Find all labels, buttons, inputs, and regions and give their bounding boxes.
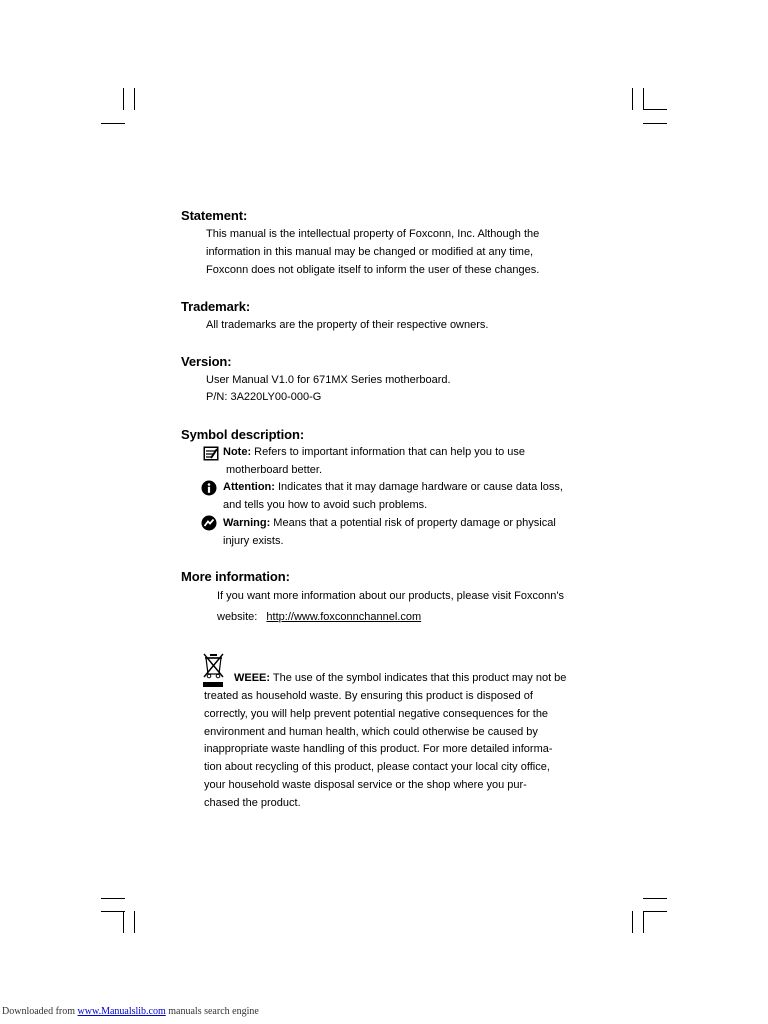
crop-mark <box>632 911 633 933</box>
weee-line: inappropriate waste handling of this product. For more detailed informa- <box>204 743 553 755</box>
crop-mark <box>643 88 644 110</box>
symbol-description-heading: Symbol description: <box>181 427 305 442</box>
crop-mark <box>123 911 124 933</box>
info-icon <box>201 480 217 496</box>
note-text-continued: motherboard better. <box>226 464 323 476</box>
download-footer <box>2 1006 259 1017</box>
website-link[interactable]: http://www.foxconnchannel.com <box>266 611 422 623</box>
more-information-line: If you want more information about our products, please visit Foxconn's <box>217 590 564 602</box>
weee-line: environment and human health, which could otherwise be caused by <box>204 726 538 738</box>
warning-description: Means that a potential risk of property damage or physical <box>270 517 556 529</box>
weee-line: treated as household waste. By ensuring this product is disposed of <box>204 690 533 702</box>
note-icon <box>203 445 219 461</box>
weee-description: The use of the symbol indicates that this product may not be <box>270 672 567 684</box>
attention-label: Attention: <box>223 481 275 493</box>
trademark-line: All trademarks are the property of their respective owners. <box>206 319 489 331</box>
note-label: Note: <box>223 446 252 458</box>
crop-mark <box>643 898 667 899</box>
crop-mark <box>123 88 124 110</box>
note-description: Refers to important information that can help you to use <box>251 446 526 458</box>
weee-label: WEEE: <box>234 672 271 684</box>
footer-suffix: manuals search engine <box>165 1006 259 1017</box>
crop-mark <box>101 898 125 899</box>
more-information-heading: More information: <box>181 569 290 584</box>
weee-line: correctly, you will help prevent potential negative consequences for the <box>204 708 549 720</box>
statement-line: This manual is the intellectual property of Foxconn, Inc. Although the <box>206 228 540 240</box>
crop-mark <box>101 911 125 912</box>
warning-text <box>223 517 556 529</box>
statement-line: information in this manual may be changed or modified at any time, <box>206 246 534 258</box>
crop-mark <box>643 911 644 933</box>
weee-line: chased the product. <box>204 797 301 809</box>
weee-line: tion about recycling of this product, please contact your local city office, <box>204 761 550 773</box>
note-text <box>223 446 525 458</box>
weee-line: your household waste disposal service or the shop where you pur- <box>204 779 527 791</box>
attention-text-continued: and tells you how to avoid such problems. <box>223 499 428 511</box>
crop-mark <box>632 88 633 110</box>
statement-line: Foxconn does not obligate itself to inform the user of these changes. <box>206 264 540 276</box>
website-line <box>217 611 421 623</box>
version-heading: Version: <box>181 354 232 369</box>
weee-bin-icon <box>201 652 227 688</box>
crop-mark <box>643 123 667 124</box>
crop-mark <box>134 911 135 933</box>
statement-heading: Statement: <box>181 208 248 223</box>
weee-text <box>234 672 566 684</box>
attention-text <box>223 481 563 493</box>
warning-icon <box>201 515 217 531</box>
version-line: User Manual V1.0 for 671MX Series motherboard. <box>206 374 451 386</box>
crop-mark <box>643 911 667 912</box>
crop-mark <box>134 88 135 110</box>
manualslib-link[interactable]: www.Manualslib.com <box>77 1006 166 1017</box>
trademark-heading: Trademark: <box>181 299 251 314</box>
crop-mark <box>101 123 125 124</box>
warning-label: Warning: <box>223 517 271 529</box>
footer-prefix: Downloaded from <box>2 1006 78 1017</box>
website-label: website: <box>217 611 258 623</box>
part-number: P/N: 3A220LY00-000-G <box>206 391 322 403</box>
crop-mark <box>643 109 667 110</box>
attention-description: Indicates that it may damage hardware or cause data loss, <box>274 481 563 493</box>
warning-text-continued: injury exists. <box>223 535 284 547</box>
